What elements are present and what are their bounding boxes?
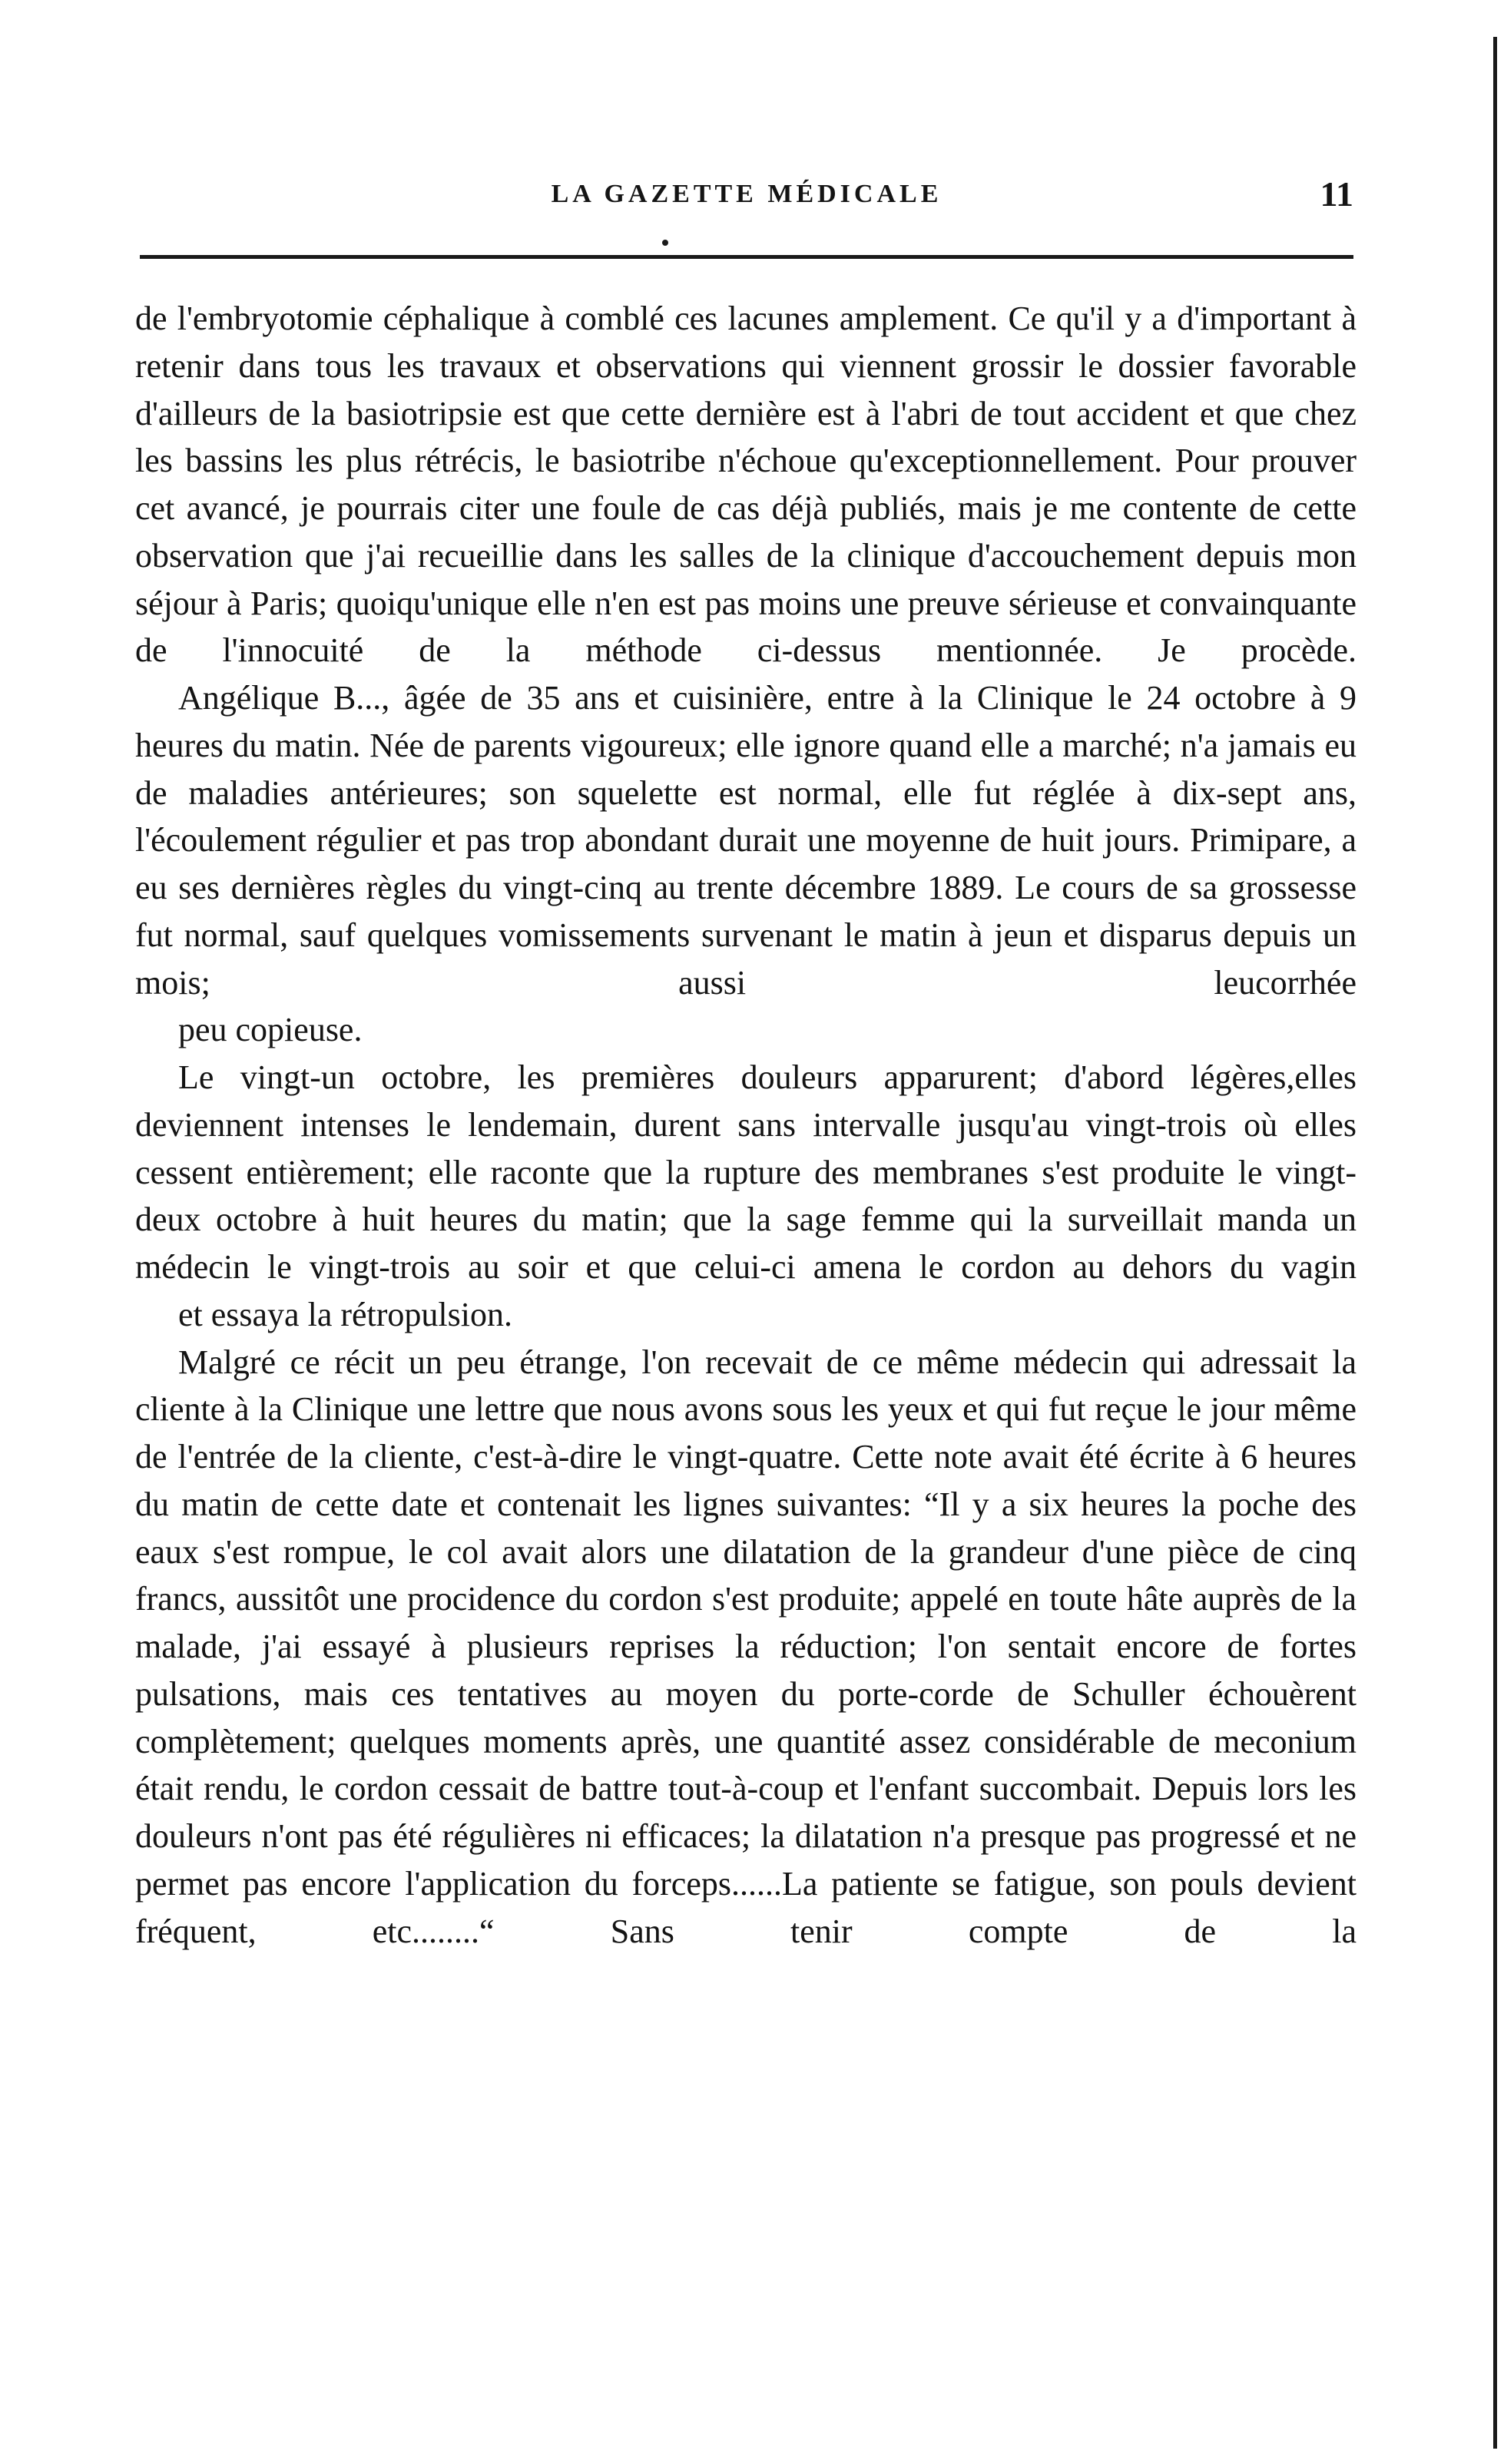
paragraph-3-last-line: et essaya la rétropulsion. <box>178 1295 512 1333</box>
paragraph-4 <box>135 1339 1357 1956</box>
running-title: LA GAZETTE MÉDICALE <box>551 180 942 208</box>
paragraph-2 <box>135 674 1357 1054</box>
paragraph-1-text: de l'embryotomie céphalique à comblé ces lacunes amplement. Ce qu'il y a d'important à retenir dans tous les travaux et observations qui viennent grossir le dossier favorable d'ailleurs de la basiotripsie est que cette dernière est à l'abri de tout accident et que chez les bassins les plus rétrécis, le basiotribe n'échoue qu'exceptionnellement. Pour prouver cet avancé, je pourrais citer une foule de cas déjà publiés, mais je me contente de cette observation que j'ai recueillie dans les salles de la clinique d'accouchement depuis mon séjour à Paris; quoiqu'unique elle n'en est pas moins une preuve sérieuse et convainquante de l'innocuité de la méthode ci-dessus mentionnée. Je procède. <box>135 300 1357 670</box>
paragraph-1 <box>135 295 1357 674</box>
page-header <box>140 174 1353 226</box>
paragraph-4-text: Malgré ce récit un peu étrange, l'on recevait de ce même médecin qui adressait la cliente à la Clinique une lettre que nous avons sous les yeux et qui fut reçue le jour même de l'entrée de la cliente, c'est-à-dire le vingt-quatre. Cette note avait été écrite à 6 heures du matin de cette date et contenait les lignes suivantes: “Il y a six heures la poche des eaux s'est rompue, le col avait alors une dilatation de la grandeur d'une pièce de cinq francs, aussitôt une procidence du cordon s'est produite; appelé en toute hâte auprès de la malade, j'ai essayé à plusieurs reprises la réduction; l'on sentait encore de fortes pulsations, mais ces tentatives au moyen du porte-corde de Schuller échouèrent complètement; quelques moments après, une quantité assez considérable de meconium était rendu, le cordon cessait de battre tout-à-coup et l'enfant succombait. Depuis lors les douleurs n'ont pas été régulières ni efficaces; la dilatation n'a presque pas progressé et ne permet pas encore l'application du forceps......La patiente se fatigue, son pouls devient fréquent, etc........“ Sans tenir compte de la <box>135 1343 1357 1950</box>
page-number: 11 <box>1320 174 1353 214</box>
paragraph-3-text: Le vingt-un octobre, les premières douleurs apparurent; d'abord légères,elles deviennent intenses le lendemain, durent sans intervalle jusqu'au vingt-trois où elles cessent entièrement; elle raconte que la rupture des membranes s'est produite le vingt-deux octobre à huit heures du matin; que la sage femme qui la surveillait manda un médecin le vingt-trois au soir et que celui-ci amena le cordon au dehors du vagin <box>135 1058 1357 1286</box>
body-text <box>135 295 1357 1955</box>
paragraph-3 <box>135 1054 1357 1339</box>
header-dot <box>662 240 668 246</box>
paragraph-2-text: Angélique B..., âgée de 35 ans et cuisinière, entre à la Clinique le 24 octobre à 9 heures du matin. Née de parents vigoureux; elle ignore quand elle a marché; n'a jamais eu de maladies antérieures; son squelette est normal, elle fut réglée à dix-sept ans, l'écoulement régulier et pas trop abondant durait une moyenne de huit jours. Primipare, a eu ses dernières règles du vingt-cinq au trente décembre 1889. Le cours de sa grossesse fut normal, sauf quelques vomissements survenant le matin à jeun et disparus depuis un mois; aussi leucorrhée <box>135 679 1357 1002</box>
header-rule <box>140 255 1353 259</box>
page-edge-rule <box>1493 37 1497 2449</box>
paragraph-2-last-line: peu copieuse. <box>178 1011 363 1049</box>
